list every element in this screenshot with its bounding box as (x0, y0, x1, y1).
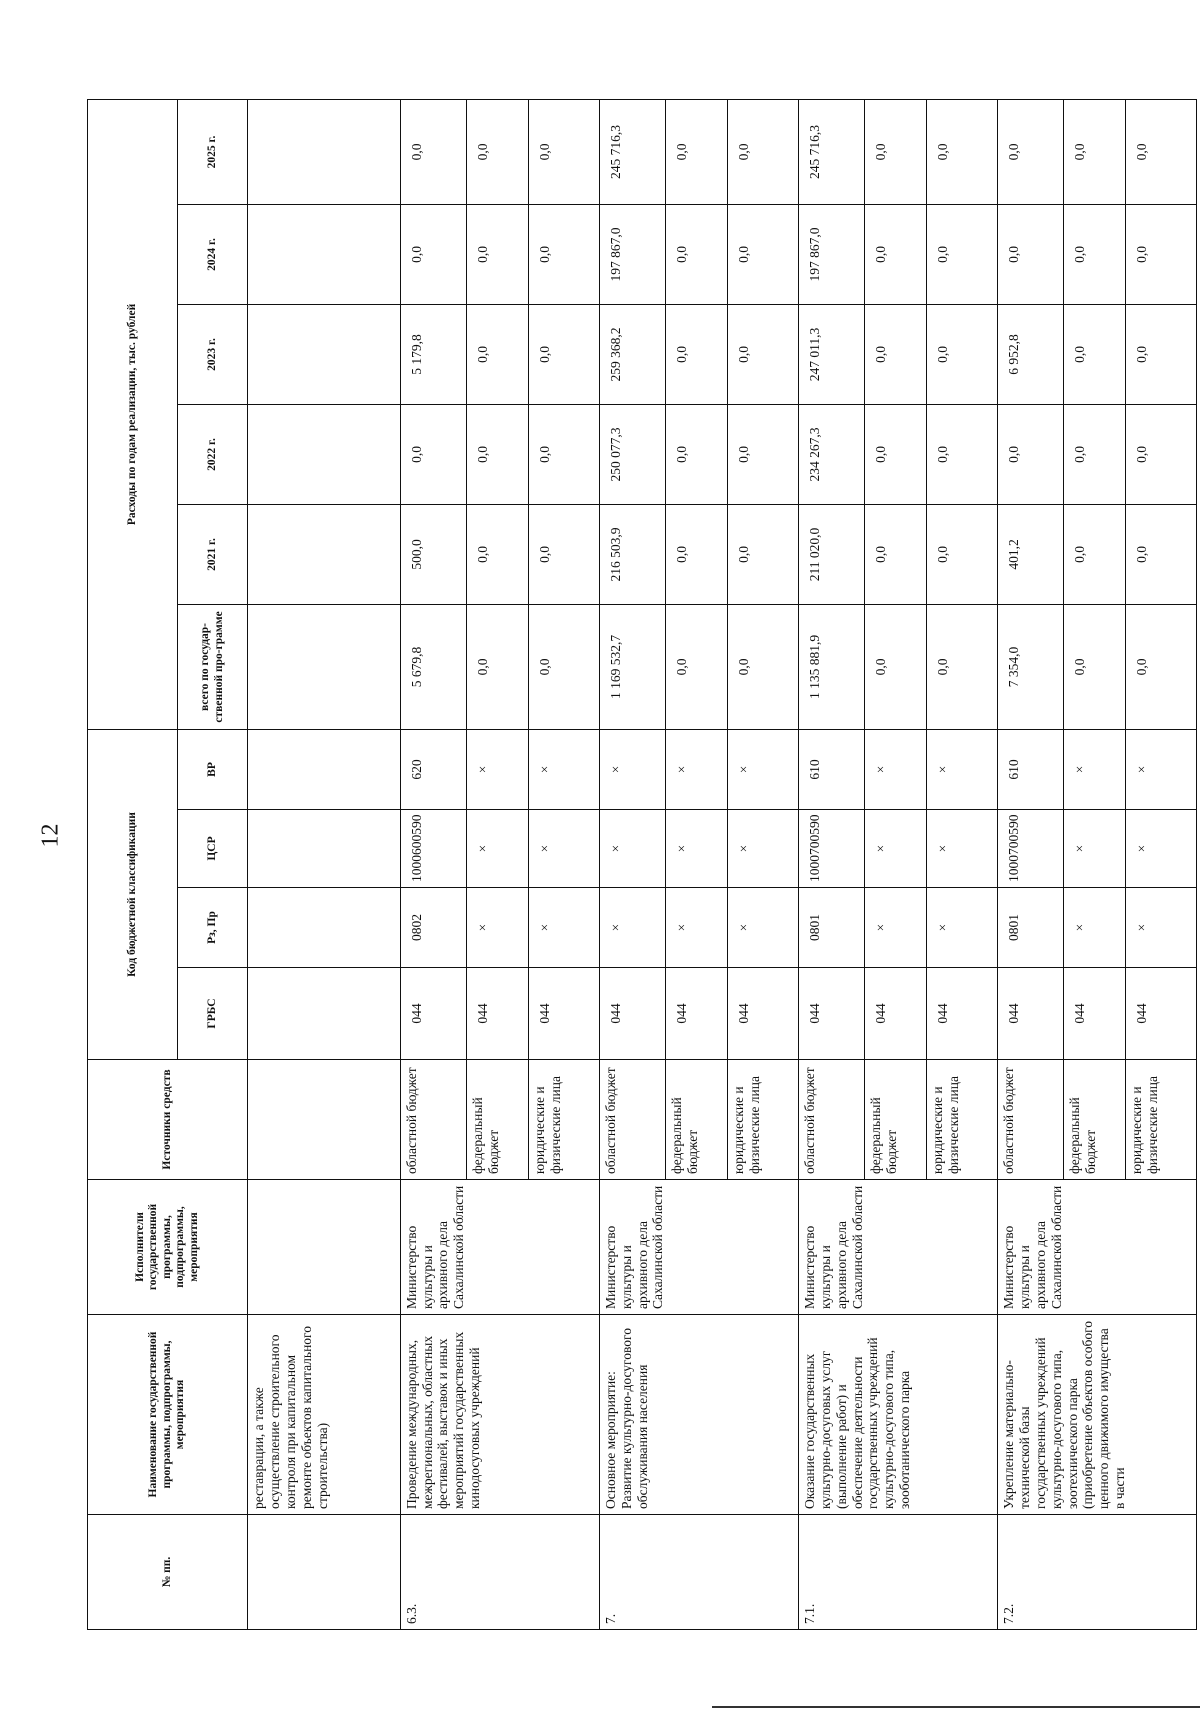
cell-y2025: 0,0 (927, 99, 998, 204)
col-header-grbs: ГРБС (178, 968, 248, 1060)
cell-total: 7 354,0 (997, 604, 1063, 729)
cell-y2025: 0,0 (1126, 99, 1197, 204)
cell-y2023: 247 011,3 (798, 304, 864, 404)
cell-grbs: 044 (997, 968, 1063, 1060)
page-number: 12 (37, 823, 64, 848)
cell-vr: × (599, 729, 665, 809)
cell-y2025: 0,0 (1064, 99, 1126, 204)
table-row (400, 99, 466, 1629)
cell-rzpr: × (666, 888, 728, 968)
cell-y2021: 0,0 (666, 504, 728, 604)
cell-y2021: 0,0 (466, 504, 528, 604)
cell-total: 5 679,8 (400, 604, 466, 729)
cell-y2021: 500,0 (400, 504, 466, 604)
cell-source: юридические и физические лица (728, 1060, 799, 1180)
item-executor: Министерство культуры и архивного дела Сахалинской области (798, 1180, 997, 1315)
cell-vr: 610 (997, 729, 1063, 809)
col-header-2022: 2022 г. (178, 404, 248, 504)
col-header-expenses: Расходы по годам реализации, тыс. рублей (88, 99, 178, 729)
cell-rzpr: × (528, 888, 599, 968)
cell-vr: × (728, 729, 799, 809)
cell-source: областной бюджет (599, 1060, 665, 1180)
item-num: 7. (599, 1515, 798, 1630)
cell-csr: × (528, 810, 599, 888)
cell-vr: 610 (798, 729, 864, 809)
cell-rzpr: 0802 (400, 888, 466, 968)
col-header-2023: 2023 г. (178, 304, 248, 404)
cell-csr: × (466, 810, 528, 888)
cell-total: 0,0 (728, 604, 799, 729)
cell-grbs: 044 (728, 968, 799, 1060)
cell-source: федеральный бюджет (666, 1060, 728, 1180)
cell-y2024: 0,0 (528, 204, 599, 304)
cell-rzpr: × (927, 888, 998, 968)
cell-y2022: 0,0 (666, 404, 728, 504)
item-executor: Министерство культуры и архивного дела Сахалинской области (599, 1180, 798, 1315)
cell-y2025: 0,0 (865, 99, 927, 204)
rotated-table-container (87, 100, 1197, 1630)
cell-grbs: 044 (865, 968, 927, 1060)
cell-y2021: 0,0 (528, 504, 599, 604)
continuation-name: реставрации, а также осуществление строительного контроля при капитальном ремонте объектов капитального строительства) (248, 1315, 401, 1515)
cell-csr: × (865, 810, 927, 888)
item-name: Укрепление материально-технической базы государственных учреждений культурно-досугового типа, зоотехнического парка (приобретение объектов особого ценного движимого имущества в части (997, 1315, 1196, 1515)
cell-y2022: 0,0 (927, 404, 998, 504)
col-header-2021: 2021 г. (178, 504, 248, 604)
cell-grbs: 044 (666, 968, 728, 1060)
item-num: 7.2. (997, 1515, 1196, 1630)
cell-y2025: 0,0 (997, 99, 1063, 204)
cell-y2024: 0,0 (927, 204, 998, 304)
cell-y2023: 5 179,8 (400, 304, 466, 404)
cell-total: 0,0 (528, 604, 599, 729)
cell-source: федеральный бюджет (1064, 1060, 1126, 1180)
col-header-budget-code: Код бюджетной классификации (88, 729, 178, 1059)
cell-y2023: 0,0 (666, 304, 728, 404)
cell-y2024: 0,0 (997, 204, 1063, 304)
cell-vr: 620 (400, 729, 466, 809)
cell-rzpr: × (466, 888, 528, 968)
cell-source: федеральный бюджет (865, 1060, 927, 1180)
col-header-num: № пп. (88, 1515, 248, 1630)
cell-csr: 1000600590 (400, 810, 466, 888)
col-header-executor: Исполнители государственной программы, подпрограммы, мероприятия (88, 1180, 248, 1315)
cell-source: юридические и физические лица (1126, 1060, 1197, 1180)
cell-source: областной бюджет (798, 1060, 864, 1180)
cell-y2022: 0,0 (400, 404, 466, 504)
item-executor: Министерство культуры и архивного дела Сахалинской области (997, 1180, 1196, 1315)
cell-vr: × (927, 729, 998, 809)
cell-y2024: 0,0 (1064, 204, 1126, 304)
cell-y2022: 0,0 (528, 404, 599, 504)
cell-grbs: 044 (466, 968, 528, 1060)
cell-y2025: 0,0 (666, 99, 728, 204)
cell-y2025: 0,0 (528, 99, 599, 204)
cell-y2021: 0,0 (728, 504, 799, 604)
table-row (997, 99, 1063, 1629)
cell-vr: × (466, 729, 528, 809)
cell-y2024: 197 867,0 (599, 204, 665, 304)
cell-y2021: 0,0 (1064, 504, 1126, 604)
cell-y2022: 234 267,3 (798, 404, 864, 504)
cell-total: 0,0 (466, 604, 528, 729)
cell-y2023: 0,0 (1126, 304, 1197, 404)
cell-y2025: 245 716,3 (798, 99, 864, 204)
cell-total: 1 135 881,9 (798, 604, 864, 729)
cell-vr: × (666, 729, 728, 809)
cell-y2023: 259 368,2 (599, 304, 665, 404)
cell-csr: 1000700590 (997, 810, 1063, 888)
cell-grbs: 044 (528, 968, 599, 1060)
cell-y2023: 0,0 (528, 304, 599, 404)
cell-y2024: 0,0 (466, 204, 528, 304)
cell-vr: × (528, 729, 599, 809)
cell-total: 0,0 (865, 604, 927, 729)
cell-y2024: 0,0 (400, 204, 466, 304)
cell-grbs: 044 (927, 968, 998, 1060)
cell-y2022: 0,0 (865, 404, 927, 504)
cell-rzpr: 0801 (798, 888, 864, 968)
cell-rzpr: × (728, 888, 799, 968)
cell-y2023: 0,0 (1064, 304, 1126, 404)
item-num: 7.1. (798, 1515, 997, 1630)
cell-y2022: 0,0 (1064, 404, 1126, 504)
cell-y2022: 0,0 (997, 404, 1063, 504)
table-row (599, 99, 665, 1629)
cell-source: юридические и физические лица (528, 1060, 599, 1180)
cell-y2024: 0,0 (1126, 204, 1197, 304)
bottom-rule (712, 1706, 1200, 1708)
col-header-source: Источники средств (88, 1060, 248, 1180)
item-num: 6.3. (400, 1515, 599, 1630)
cell-y2023: 0,0 (466, 304, 528, 404)
cell-y2023: 6 952,8 (997, 304, 1063, 404)
cell-grbs: 044 (798, 968, 864, 1060)
cell-vr: × (1126, 729, 1197, 809)
cell-y2025: 0,0 (728, 99, 799, 204)
cell-y2023: 0,0 (728, 304, 799, 404)
cell-rzpr: × (865, 888, 927, 968)
cell-total: 0,0 (666, 604, 728, 729)
item-name: Основное мероприятие: Развитие культурно-досугового обслуживания населения (599, 1315, 798, 1515)
col-header-total: всего по государ-ственной про-грамме (178, 604, 248, 729)
cell-y2023: 0,0 (927, 304, 998, 404)
cell-total: 0,0 (1064, 604, 1126, 729)
col-header-rzpr: Рз, Пр (178, 888, 248, 968)
cell-vr: × (1064, 729, 1126, 809)
cell-y2021: 401,2 (997, 504, 1063, 604)
cell-y2021: 211 020,0 (798, 504, 864, 604)
item-name: Оказание государственных культурно-досуговых услуг (выполнение работ) и обеспечение деятельности государственных учреждений культурно-досугового типа, зооботанического парка (798, 1315, 997, 1515)
cell-vr: × (865, 729, 927, 809)
cell-y2022: 0,0 (1126, 404, 1197, 504)
col-header-name: Наименование государственной программы, подпрограммы, мероприятия (88, 1315, 248, 1515)
budget-table (87, 99, 1197, 1630)
cell-y2024: 0,0 (728, 204, 799, 304)
col-header-csr: ЦСР (178, 810, 248, 888)
cell-total: 0,0 (1126, 604, 1197, 729)
cell-y2024: 197 867,0 (798, 204, 864, 304)
cell-rzpr: × (1064, 888, 1126, 968)
cell-grbs: 044 (1126, 968, 1197, 1060)
cell-total: 0,0 (927, 604, 998, 729)
cell-source: областной бюджет (400, 1060, 466, 1180)
cell-y2023: 0,0 (865, 304, 927, 404)
item-executor: Министерство культуры и архивного дела Сахалинской области (400, 1180, 599, 1315)
cell-y2022: 0,0 (466, 404, 528, 504)
cell-source: юридические и физические лица (927, 1060, 998, 1180)
cell-y2024: 0,0 (666, 204, 728, 304)
cell-y2021: 0,0 (927, 504, 998, 604)
cell-y2025: 0,0 (466, 99, 528, 204)
continuation-num (248, 1515, 401, 1630)
col-header-vr: ВР (178, 729, 248, 809)
cell-csr: × (728, 810, 799, 888)
col-header-2024: 2024 г. (178, 204, 248, 304)
cell-rzpr: × (1126, 888, 1197, 968)
cell-grbs: 044 (1064, 968, 1126, 1060)
cell-csr: × (1064, 810, 1126, 888)
cell-csr: × (1126, 810, 1197, 888)
cell-y2024: 0,0 (865, 204, 927, 304)
cell-y2022: 0,0 (728, 404, 799, 504)
continuation-row (248, 99, 401, 1629)
cell-csr: × (599, 810, 665, 888)
cell-y2021: 0,0 (1126, 504, 1197, 604)
cell-grbs: 044 (400, 968, 466, 1060)
cell-source: областной бюджет (997, 1060, 1063, 1180)
item-name: Проведение международных, межрегиональных, областных фестивалей, выставок и иных мероприятий государственных кинодосуговых учреждений (400, 1315, 599, 1515)
cell-y2021: 216 503,9 (599, 504, 665, 604)
cell-rzpr: × (599, 888, 665, 968)
cell-csr: × (927, 810, 998, 888)
cell-total: 1 169 532,7 (599, 604, 665, 729)
cell-csr: × (666, 810, 728, 888)
cell-csr: 1000700590 (798, 810, 864, 888)
cell-y2022: 250 077,3 (599, 404, 665, 504)
cell-y2021: 0,0 (865, 504, 927, 604)
cell-y2025: 0,0 (400, 99, 466, 204)
table-row (798, 99, 864, 1629)
cell-grbs: 044 (599, 968, 665, 1060)
cell-y2025: 245 716,3 (599, 99, 665, 204)
col-header-2025: 2025 г. (178, 99, 248, 204)
cell-source: федеральный бюджет (466, 1060, 528, 1180)
cell-rzpr: 0801 (997, 888, 1063, 968)
